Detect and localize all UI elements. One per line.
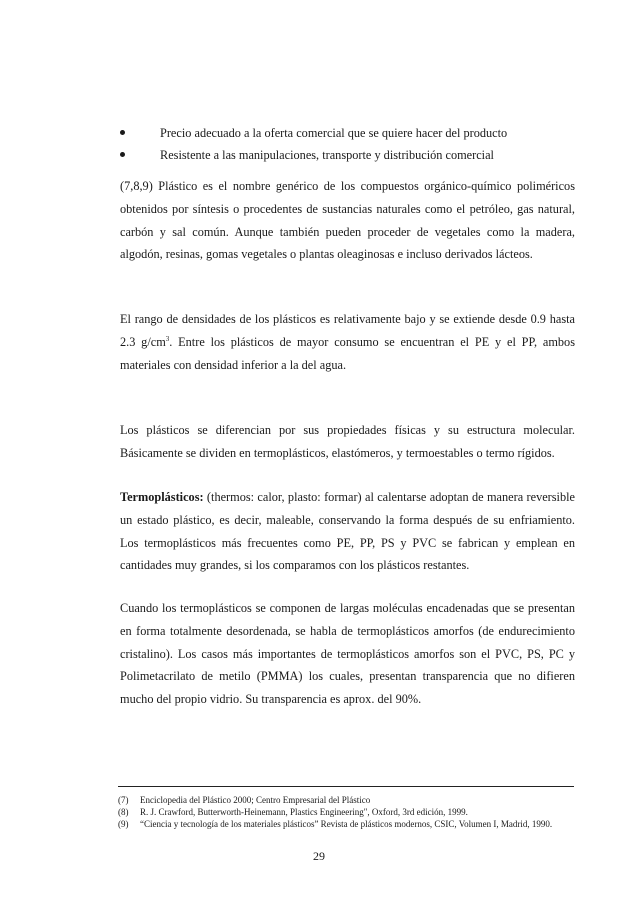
footnotes bbox=[118, 794, 576, 830]
paragraph-termoplasticos bbox=[120, 486, 575, 577]
bullet-list bbox=[120, 122, 580, 166]
paragraph-text: (thermos: calor, plasto: formar) al calentarse adoptan de manera reversible un estado plástico, es decir, maleable, conservando la forma después de su enfriamiento. Los termoplásticos más frecuentes como PE, PP, PS y PVC se fabrican y emplean en cantidades muy grandes, si los comparamos con los plásticos restantes. bbox=[120, 490, 575, 573]
paragraph-text: Los plásticos se diferencian por sus propiedades físicas y su estructura molecular. Básicamente se dividen en termoplásticos, elastómeros, y termoestables o termo rígidos. bbox=[120, 423, 575, 460]
footnote-8 bbox=[118, 806, 576, 818]
footnote-9 bbox=[118, 818, 576, 830]
paragraph-text: (7,8,9) Plástico es el nombre genérico de los compuestos orgánico-químico poliméricos obtenidos por síntesis o procedentes de sustancias naturales como el petróleo, gas natural, carbón y sal común. Aunque también pueden proceder de vegetales como la madera, algodón, resinas, gomas vegetales o plantas oleaginosas e incluso derivados lácteos. bbox=[120, 179, 575, 262]
footnote-text: “Ciencia y tecnología de los materiales plásticos” Revista de plásticos modernos, CSIC, Volumen I, Madrid, 1990. bbox=[140, 819, 553, 829]
footnote-number: (7) bbox=[118, 795, 129, 805]
paragraph-densidades bbox=[120, 308, 575, 376]
bullet-item bbox=[120, 122, 580, 144]
paragraph-amorfos bbox=[120, 597, 575, 711]
footnote-number: (9) bbox=[118, 819, 129, 829]
bullet-item bbox=[120, 144, 580, 166]
footnote-number: (8) bbox=[118, 807, 129, 817]
paragraph-text-post: . Entre los plásticos de mayor consumo se encuentran el PE y el PP, ambos materiales con densidad inferior a la del agua. bbox=[120, 334, 575, 372]
bullet-text: Precio adecuado a la oferta comercial que se quiere hacer del producto bbox=[160, 126, 508, 140]
footnote-text: R. J. Crawford, Butterworth-Heinemann, Plastics Engineering", Oxford, 3rd edición, 1999. bbox=[140, 807, 468, 817]
bullet-text: Resistente a las manipulaciones, transporte y distribución comercial bbox=[160, 148, 494, 162]
footnote-7 bbox=[118, 794, 576, 806]
paragraph-text-pre: El rango de densidades de los plásticos es relativamente bajo y se extiende desde 0.9 hasta 2.3 g/cm bbox=[120, 312, 575, 349]
bullet-icon bbox=[120, 130, 125, 135]
superscript-three: 3 bbox=[165, 334, 170, 343]
page-number: 29 bbox=[313, 849, 325, 863]
footnote-text: Enciclopedia del Plástico 2000; Centro Empresarial del Plástico bbox=[140, 795, 371, 805]
term-termoplasticos: Termoplásticos: bbox=[120, 490, 204, 504]
paragraph-plastico-definition bbox=[120, 175, 575, 266]
paragraph-text: Cuando los termoplásticos se componen de largas moléculas encadenadas que se presentan en forma totalmente desordenada, se habla de termoplásticos amorfos (de endurecimiento cristalino). Los casos más importantes de termoplásticos amorfos son el PVC, PS, PC y Polimetacrilato de metilo (PMMA) los cuales, presentan transparencia que no difieren mucho del propio vidrio. Su transparencia es aprox. del 90%. bbox=[120, 601, 575, 707]
paragraph-clasificacion bbox=[120, 419, 575, 465]
footnote-divider bbox=[118, 786, 574, 787]
bullet-icon bbox=[120, 152, 125, 157]
